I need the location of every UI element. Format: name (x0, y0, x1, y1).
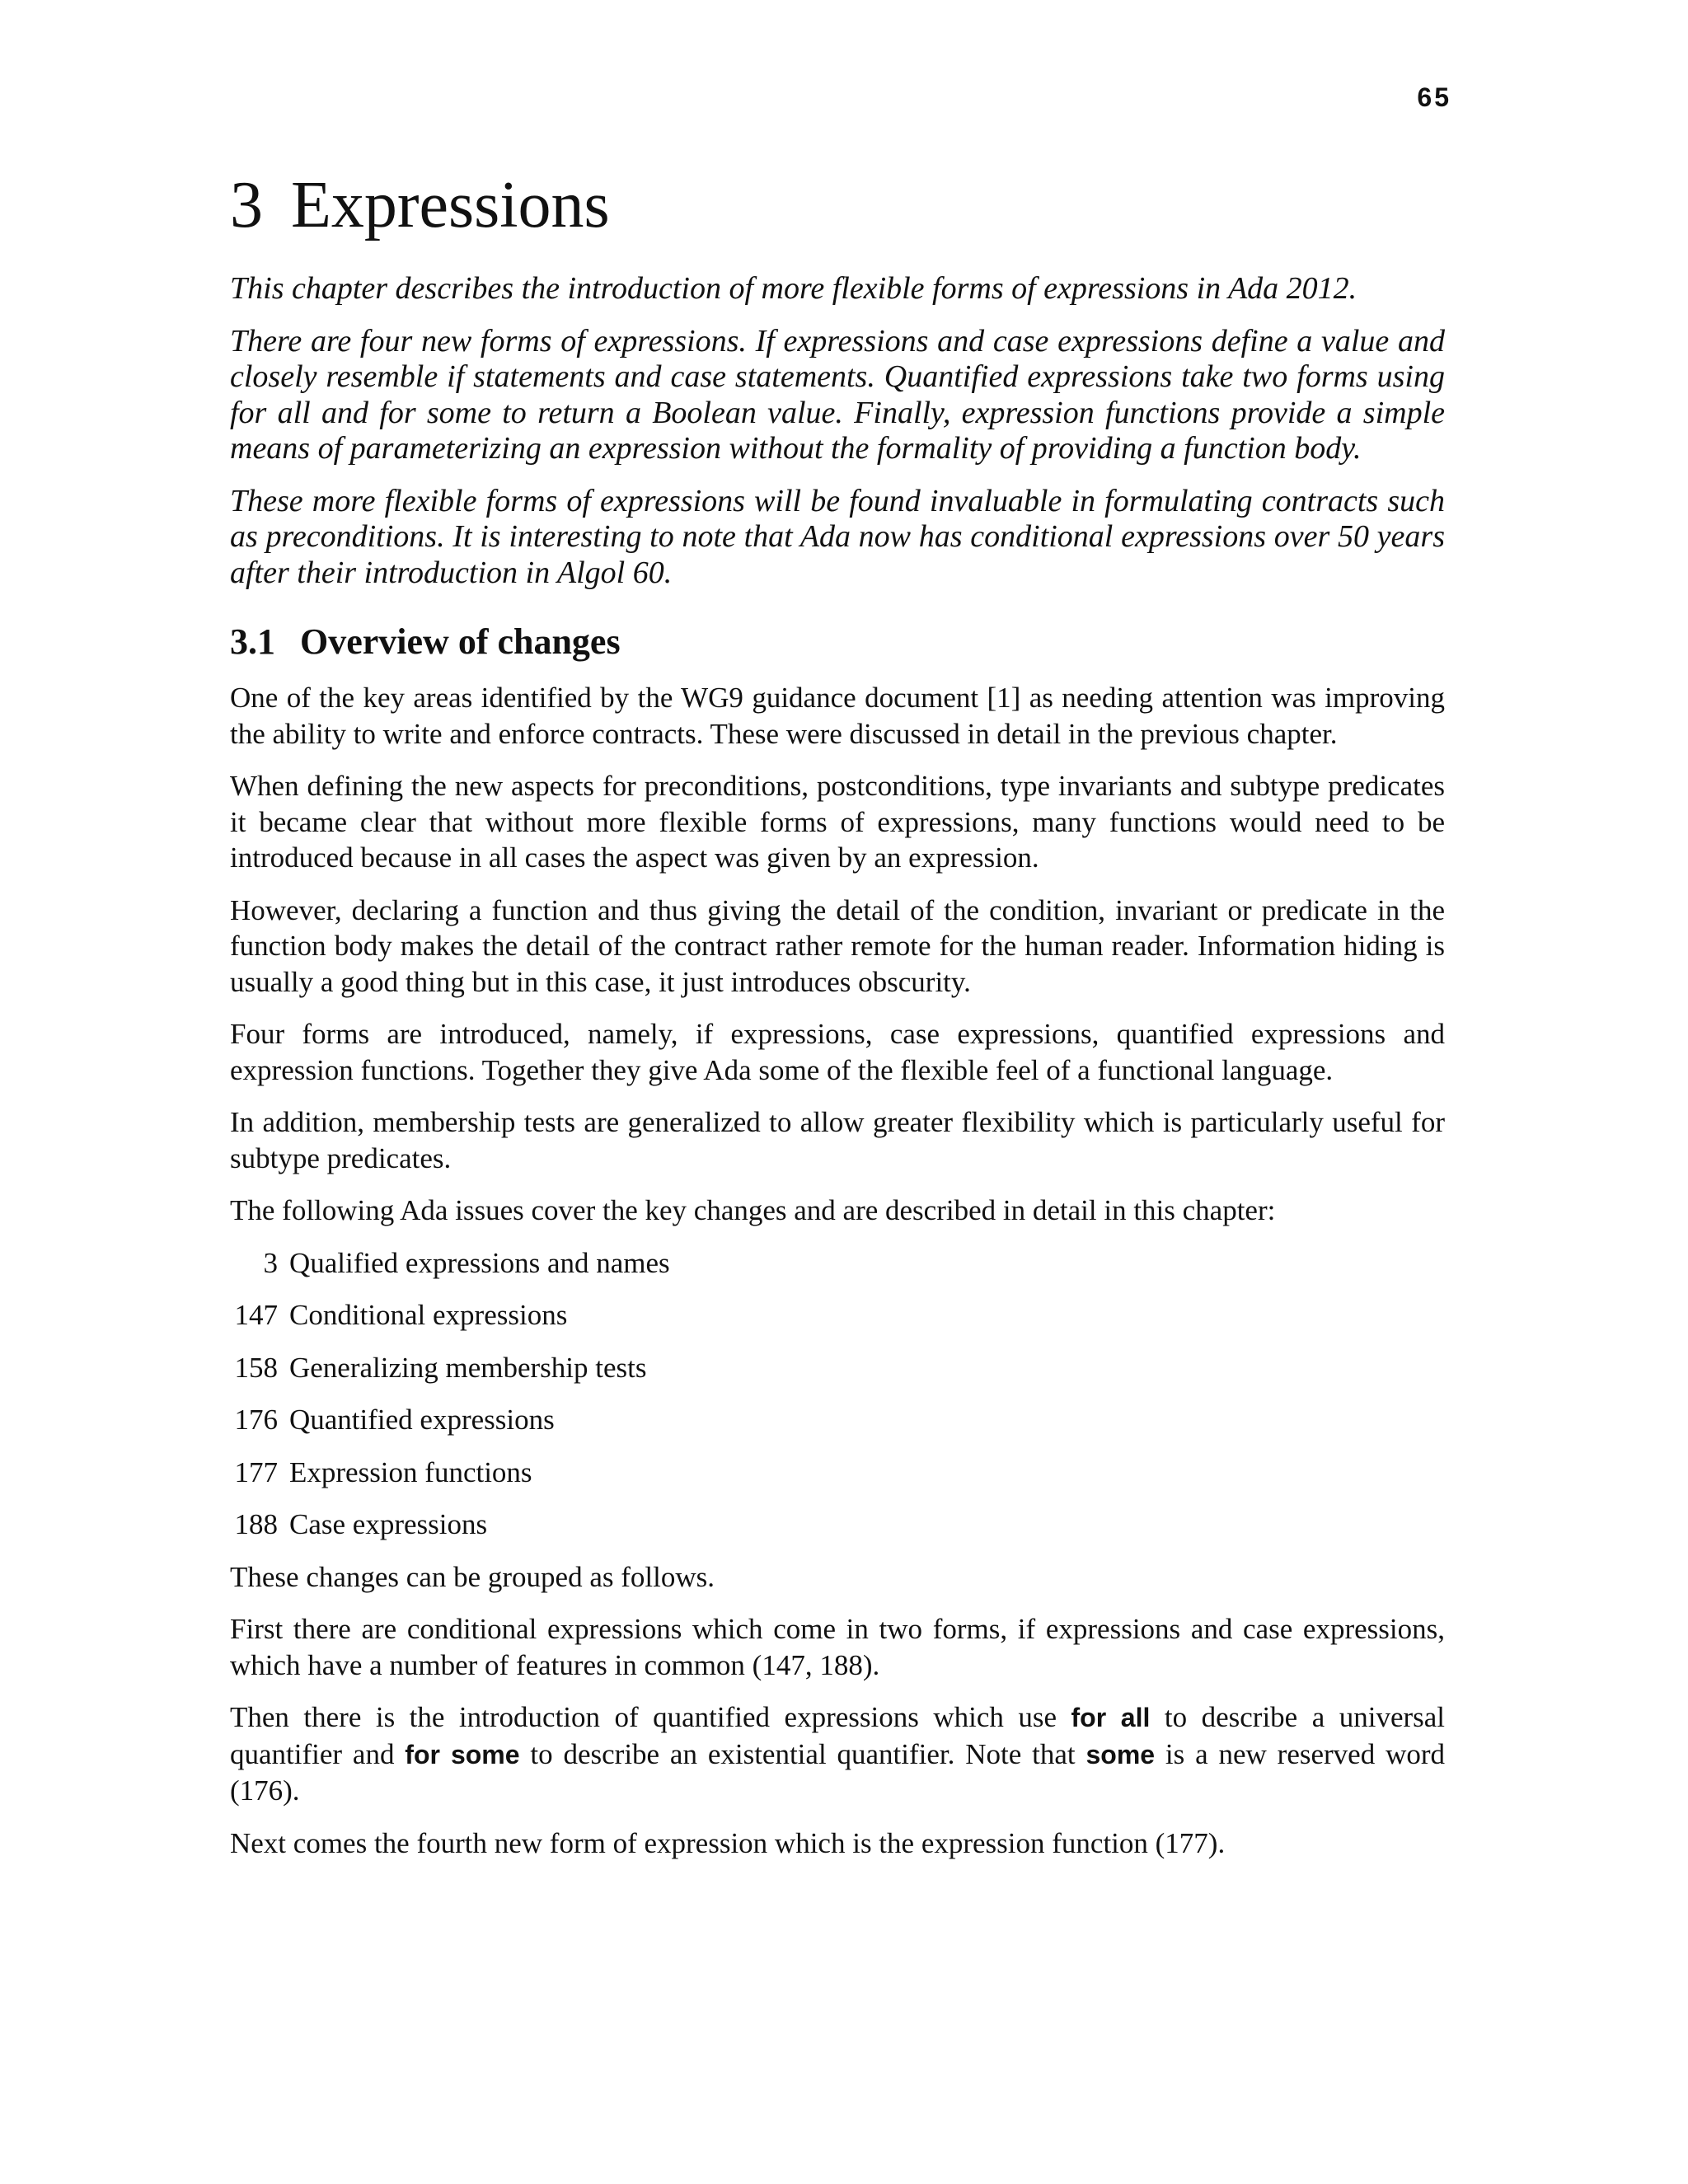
list-item (230, 1507, 1445, 1543)
issue-title: Qualified expressions and names (289, 1246, 670, 1279)
section-body (230, 680, 1445, 1861)
list-item (230, 1297, 1445, 1333)
issue-title: Expression functions (289, 1455, 532, 1488)
section-title-text: Overview of changes (300, 621, 621, 662)
intro-paragraph: There are four new forms of expressions. If expressions and case expressions define a value and closely resemble if statements and case statements. Quantified expressions take two forms using for all and for some to return a Boolean value. Finally, expression functions provide a simple means of parameterizing an expression without the formality of providing a function body. (230, 323, 1445, 466)
issue-number: 158 (234, 1351, 278, 1384)
body-paragraph: When defining the new aspects for preconditions, postconditions, type invariants and subtype predicates it became clear that without more flexible forms of expressions, many functions would need to be introduced because in all cases the aspect was given by an expression. (230, 770, 1445, 874)
section-title (230, 622, 1445, 662)
body-paragraph: In addition, membership tests are generalized to allow greater flexibility which is particularly useful for subtype predicates. (230, 1106, 1445, 1174)
text-run: to describe a universal quantifier and (230, 1701, 1446, 1770)
issue-number: 147 (234, 1299, 278, 1332)
body-paragraph-quantified (230, 1699, 1445, 1809)
body-paragraph: The following Ada issues cover the key changes and are described in detail in this chapter: (230, 1194, 1276, 1227)
intro-paragraph: This chapter describes the introduction of more flexible forms of expressions in Ada 2012. (230, 271, 1357, 306)
keyword-for-some: for some (405, 1739, 520, 1769)
page-number: 65 (1417, 82, 1451, 112)
body-paragraph: However, declaring a function and thus giving the detail of the condition, invariant or predicate in the function body makes the detail of the contract rather remote for the human reader. Information hiding is usually a good thing but in this case, it just introduces obscurity. (230, 893, 1445, 998)
ada-issue-list (230, 1245, 1445, 1543)
body-paragraph: These changes can be grouped as follows. (230, 1560, 715, 1593)
chapter-title (230, 169, 1445, 241)
list-item (230, 1455, 1445, 1491)
text-run: is a new reserved word (176). (230, 1737, 1446, 1807)
text-run: Then there is the introduction of quantified expressions which use (230, 1701, 1071, 1734)
keyword-some: some (1085, 1739, 1156, 1769)
issue-title: Generalizing membership tests (289, 1351, 647, 1384)
text-run: to describe an existential quantifier. Note that (519, 1737, 1086, 1770)
issue-number: 177 (234, 1455, 278, 1488)
chapter-title-text: Expressions (291, 169, 610, 241)
issue-number: 188 (234, 1508, 278, 1541)
keyword-for-all: for all (1071, 1703, 1151, 1733)
page-content (230, 169, 1445, 1877)
list-item (230, 1245, 1445, 1282)
issue-title: Conditional expressions (289, 1299, 568, 1332)
issue-title: Quantified expressions (289, 1404, 555, 1436)
intro-paragraph: These more flexible forms of expressions will be found invaluable in formulating contracts such as preconditions. It is interesting to note that Ada now has conditional expressions over 50 years after their introduction in Algol 60. (230, 483, 1445, 590)
issue-title: Case expressions (289, 1508, 488, 1541)
issue-number: 3 (263, 1246, 278, 1279)
section-number: 3.1 (230, 621, 275, 662)
body-paragraph: Four forms are introduced, namely, if expressions, case expressions, quantified expressions and expression functions. Together they give Ada some of the flexible feel of a functional language. (230, 1018, 1445, 1086)
issue-number: 176 (234, 1404, 278, 1436)
body-paragraph: Next comes the fourth new form of expression which is the expression function (177). (230, 1826, 1226, 1859)
body-paragraph: One of the key areas identified by the WG9 guidance document [1] as needing attention was improving the ability to write and enforce contracts. These were discussed in detail in the previous chapter. (230, 682, 1445, 750)
list-item (230, 1350, 1445, 1386)
chapter-number: 3 (230, 169, 263, 241)
body-paragraph: First there are conditional expressions which come in two forms, if expressions and case expressions, which have a number of features in common (147, 188). (230, 1613, 1445, 1681)
chapter-intro (230, 271, 1445, 591)
list-item (230, 1402, 1445, 1438)
